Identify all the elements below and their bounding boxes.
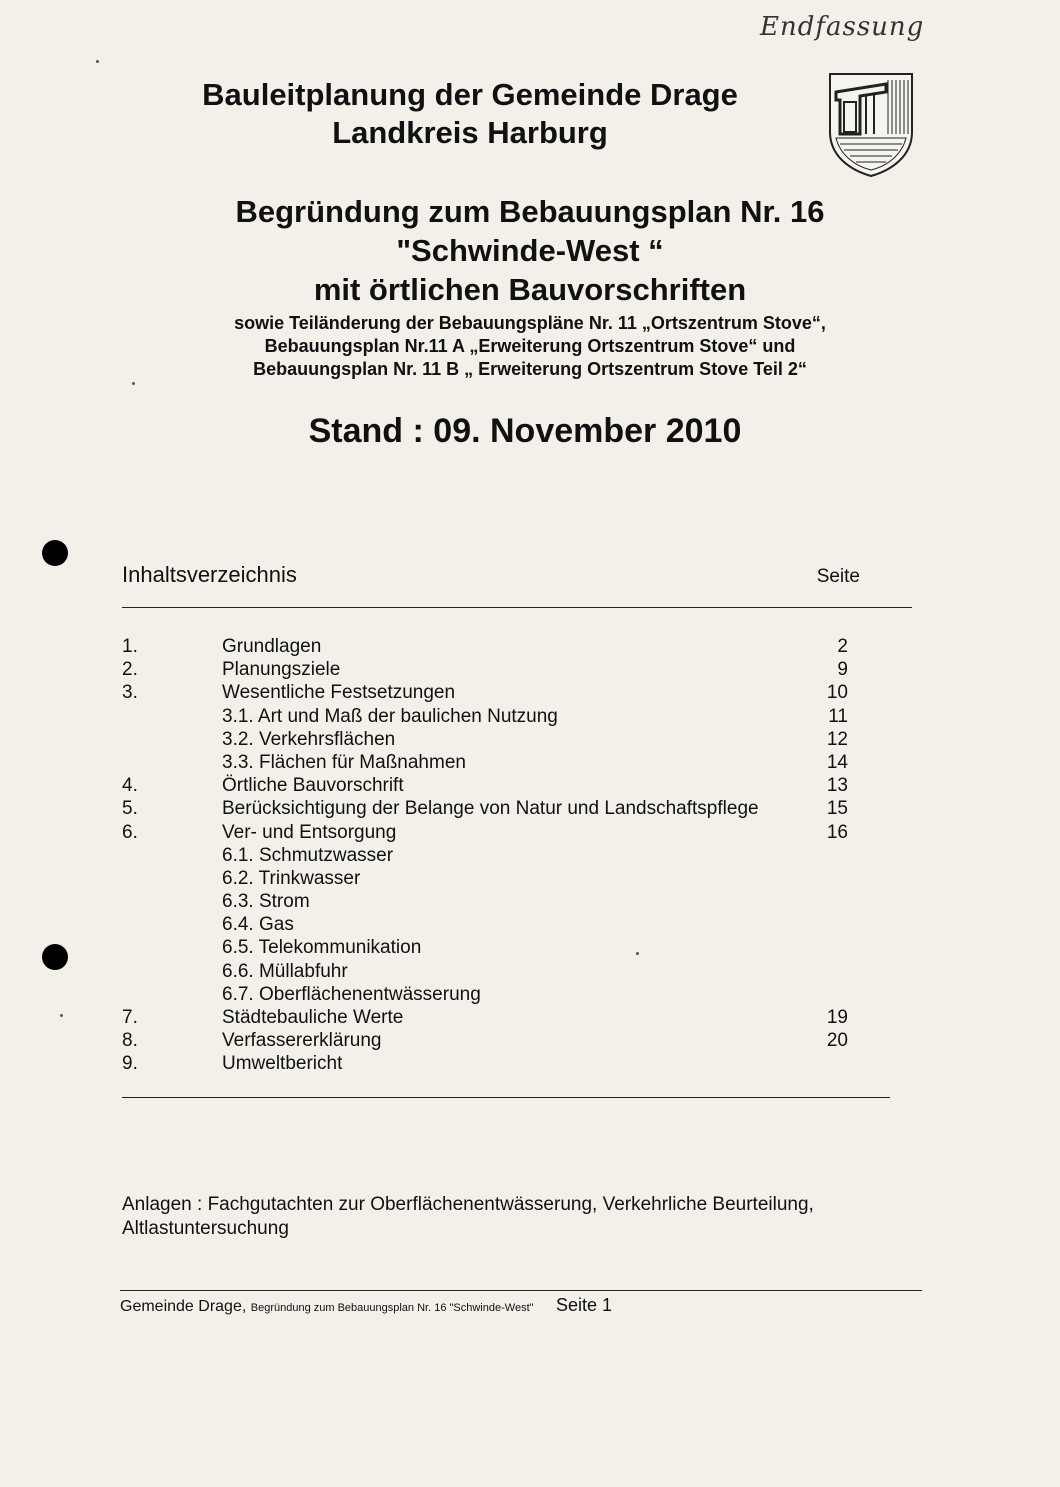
scan-speck: [96, 60, 99, 63]
toc-row: [122, 728, 862, 751]
toc-row: [122, 1052, 862, 1075]
toc-row: [122, 890, 862, 913]
toc-row: [122, 821, 862, 844]
status-date: Stand : 09. November 2010: [308, 412, 742, 450]
toc-header: [122, 562, 862, 588]
toc-row: [122, 681, 862, 704]
toc-top-divider: [122, 607, 912, 608]
toc-page: 15: [826, 798, 848, 820]
toc-row: [122, 960, 862, 983]
toc-title: 6.6. Müllabfuhr: [222, 960, 348, 982]
toc-title: 3.2. Verkehrsflächen: [222, 728, 396, 750]
toc-title: 6.5. Telekommunikation: [222, 937, 422, 959]
toc-row: [122, 983, 862, 1006]
header-line: Bauleitplanung der Gemeinde Drage: [202, 77, 738, 112]
toc-number: 6.: [122, 821, 138, 843]
toc-row: [122, 635, 862, 658]
subtitle-line: Bebauungsplan Nr. 11 B „ Erweiterung Ortszentrum Stove Teil 2“: [253, 359, 807, 379]
toc-number: 2.: [122, 659, 138, 681]
toc-title: Umweltbericht: [222, 1053, 343, 1075]
subtitle-line: Bebauungsplan Nr.11 A „Erweiterung Ortszentrum Stove“ und: [264, 336, 796, 356]
toc-page: 13: [826, 775, 848, 797]
toc-row: [122, 867, 862, 890]
footer-page-number: Seite 1: [555, 1295, 613, 1315]
toc-row: [122, 844, 862, 867]
scan-speck: [60, 1014, 63, 1017]
scan-speck: [132, 382, 135, 385]
toc-number: 3.: [122, 682, 138, 704]
header-line: Landkreis Harburg: [332, 115, 608, 150]
toc-page: 16: [826, 821, 848, 843]
toc-page: 10: [826, 682, 848, 704]
footer-divider: [120, 1290, 922, 1291]
punch-hole: [42, 540, 68, 566]
toc-title: 6.4. Gas: [222, 914, 294, 936]
toc-number: 5.: [122, 798, 138, 820]
toc-title: Ver- und Entsorgung: [222, 821, 397, 843]
document-title: [0, 192, 1060, 309]
toc-title: Verfassererklärung: [222, 1030, 382, 1052]
toc-row: [122, 751, 862, 774]
toc-page: 19: [826, 1007, 848, 1028]
toc-title: 6.1. Schmutzwasser: [222, 844, 394, 866]
toc-number: 4.: [122, 775, 138, 797]
toc-row: [122, 936, 862, 959]
toc-row: [122, 913, 862, 936]
page-footer: [120, 1295, 612, 1316]
toc-title: Wesentliche Festsetzungen: [222, 682, 456, 704]
document-subtitle: [0, 312, 1060, 381]
header-title: [140, 76, 800, 152]
toc-title: 6.7. Oberflächenentwässerung: [222, 983, 481, 1005]
toc-title: 6.3. Strom: [222, 891, 310, 913]
toc-row: [122, 658, 862, 681]
toc-title: 3.1. Art und Maß der baulichen Nutzung: [222, 705, 558, 727]
toc-page: 11: [828, 705, 848, 727]
toc-row: [122, 774, 862, 797]
toc-title: Planungsziele: [222, 659, 341, 681]
toc-row: [122, 1029, 862, 1052]
annex-note: [122, 1193, 922, 1241]
subtitle-line: sowie Teiländerung der Bebauungspläne Nr. 11 „Ortszentrum Stove“,: [234, 313, 826, 333]
toc-row: [122, 1006, 862, 1029]
title-line: mit örtlichen Bauvorschriften: [313, 272, 747, 307]
coat-of-arms-icon: [826, 70, 916, 180]
title-line: Begründung zum Bebauungsplan Nr. 16: [235, 194, 825, 229]
handwritten-note: Endfassung: [760, 12, 925, 42]
toc-row: [122, 797, 862, 820]
toc-title: Örtliche Bauvorschrift: [222, 775, 404, 797]
toc-title: Berücksichtigung der Belange von Natur und Landschaftspflege: [222, 798, 759, 820]
punch-hole: [42, 944, 68, 970]
toc-title: Städtebauliche Werte: [222, 1007, 404, 1028]
toc-page: 20: [826, 1030, 848, 1052]
toc-title: 6.2. Trinkwasser: [222, 867, 361, 889]
toc-page-label: Seite: [816, 566, 860, 587]
toc-number: 1.: [122, 636, 138, 657]
toc-number: 8.: [122, 1030, 138, 1052]
toc-page: 12: [826, 728, 848, 750]
toc-title: Grundlagen: [222, 636, 322, 657]
toc-row: [122, 705, 862, 728]
annex-line: Anlagen : Fachgutachten zur Oberflächenentwässerung, Verkehrliche Beurteilung,: [122, 1194, 814, 1215]
toc-bottom-divider: [122, 1097, 890, 1098]
toc-heading: Inhaltsverzeichnis: [122, 562, 297, 587]
footer-document: Begründung zum Bebauungsplan Nr. 16 "Schwinde-West": [250, 1302, 534, 1314]
toc-number: 9.: [122, 1053, 138, 1075]
toc-page: 14: [826, 751, 848, 773]
toc-number: 7.: [122, 1007, 138, 1028]
toc-page: 9: [837, 659, 848, 681]
toc-page: 2: [837, 636, 848, 657]
scan-speck: [636, 952, 639, 955]
footer-municipality: Gemeinde Drage,: [120, 1298, 247, 1315]
title-line: "Schwinde-West “: [396, 233, 664, 268]
table-of-contents: [122, 635, 862, 1076]
toc-title: 3.3. Flächen für Maßnahmen: [222, 751, 466, 773]
annex-line: Altlastuntersuchung: [122, 1218, 289, 1239]
